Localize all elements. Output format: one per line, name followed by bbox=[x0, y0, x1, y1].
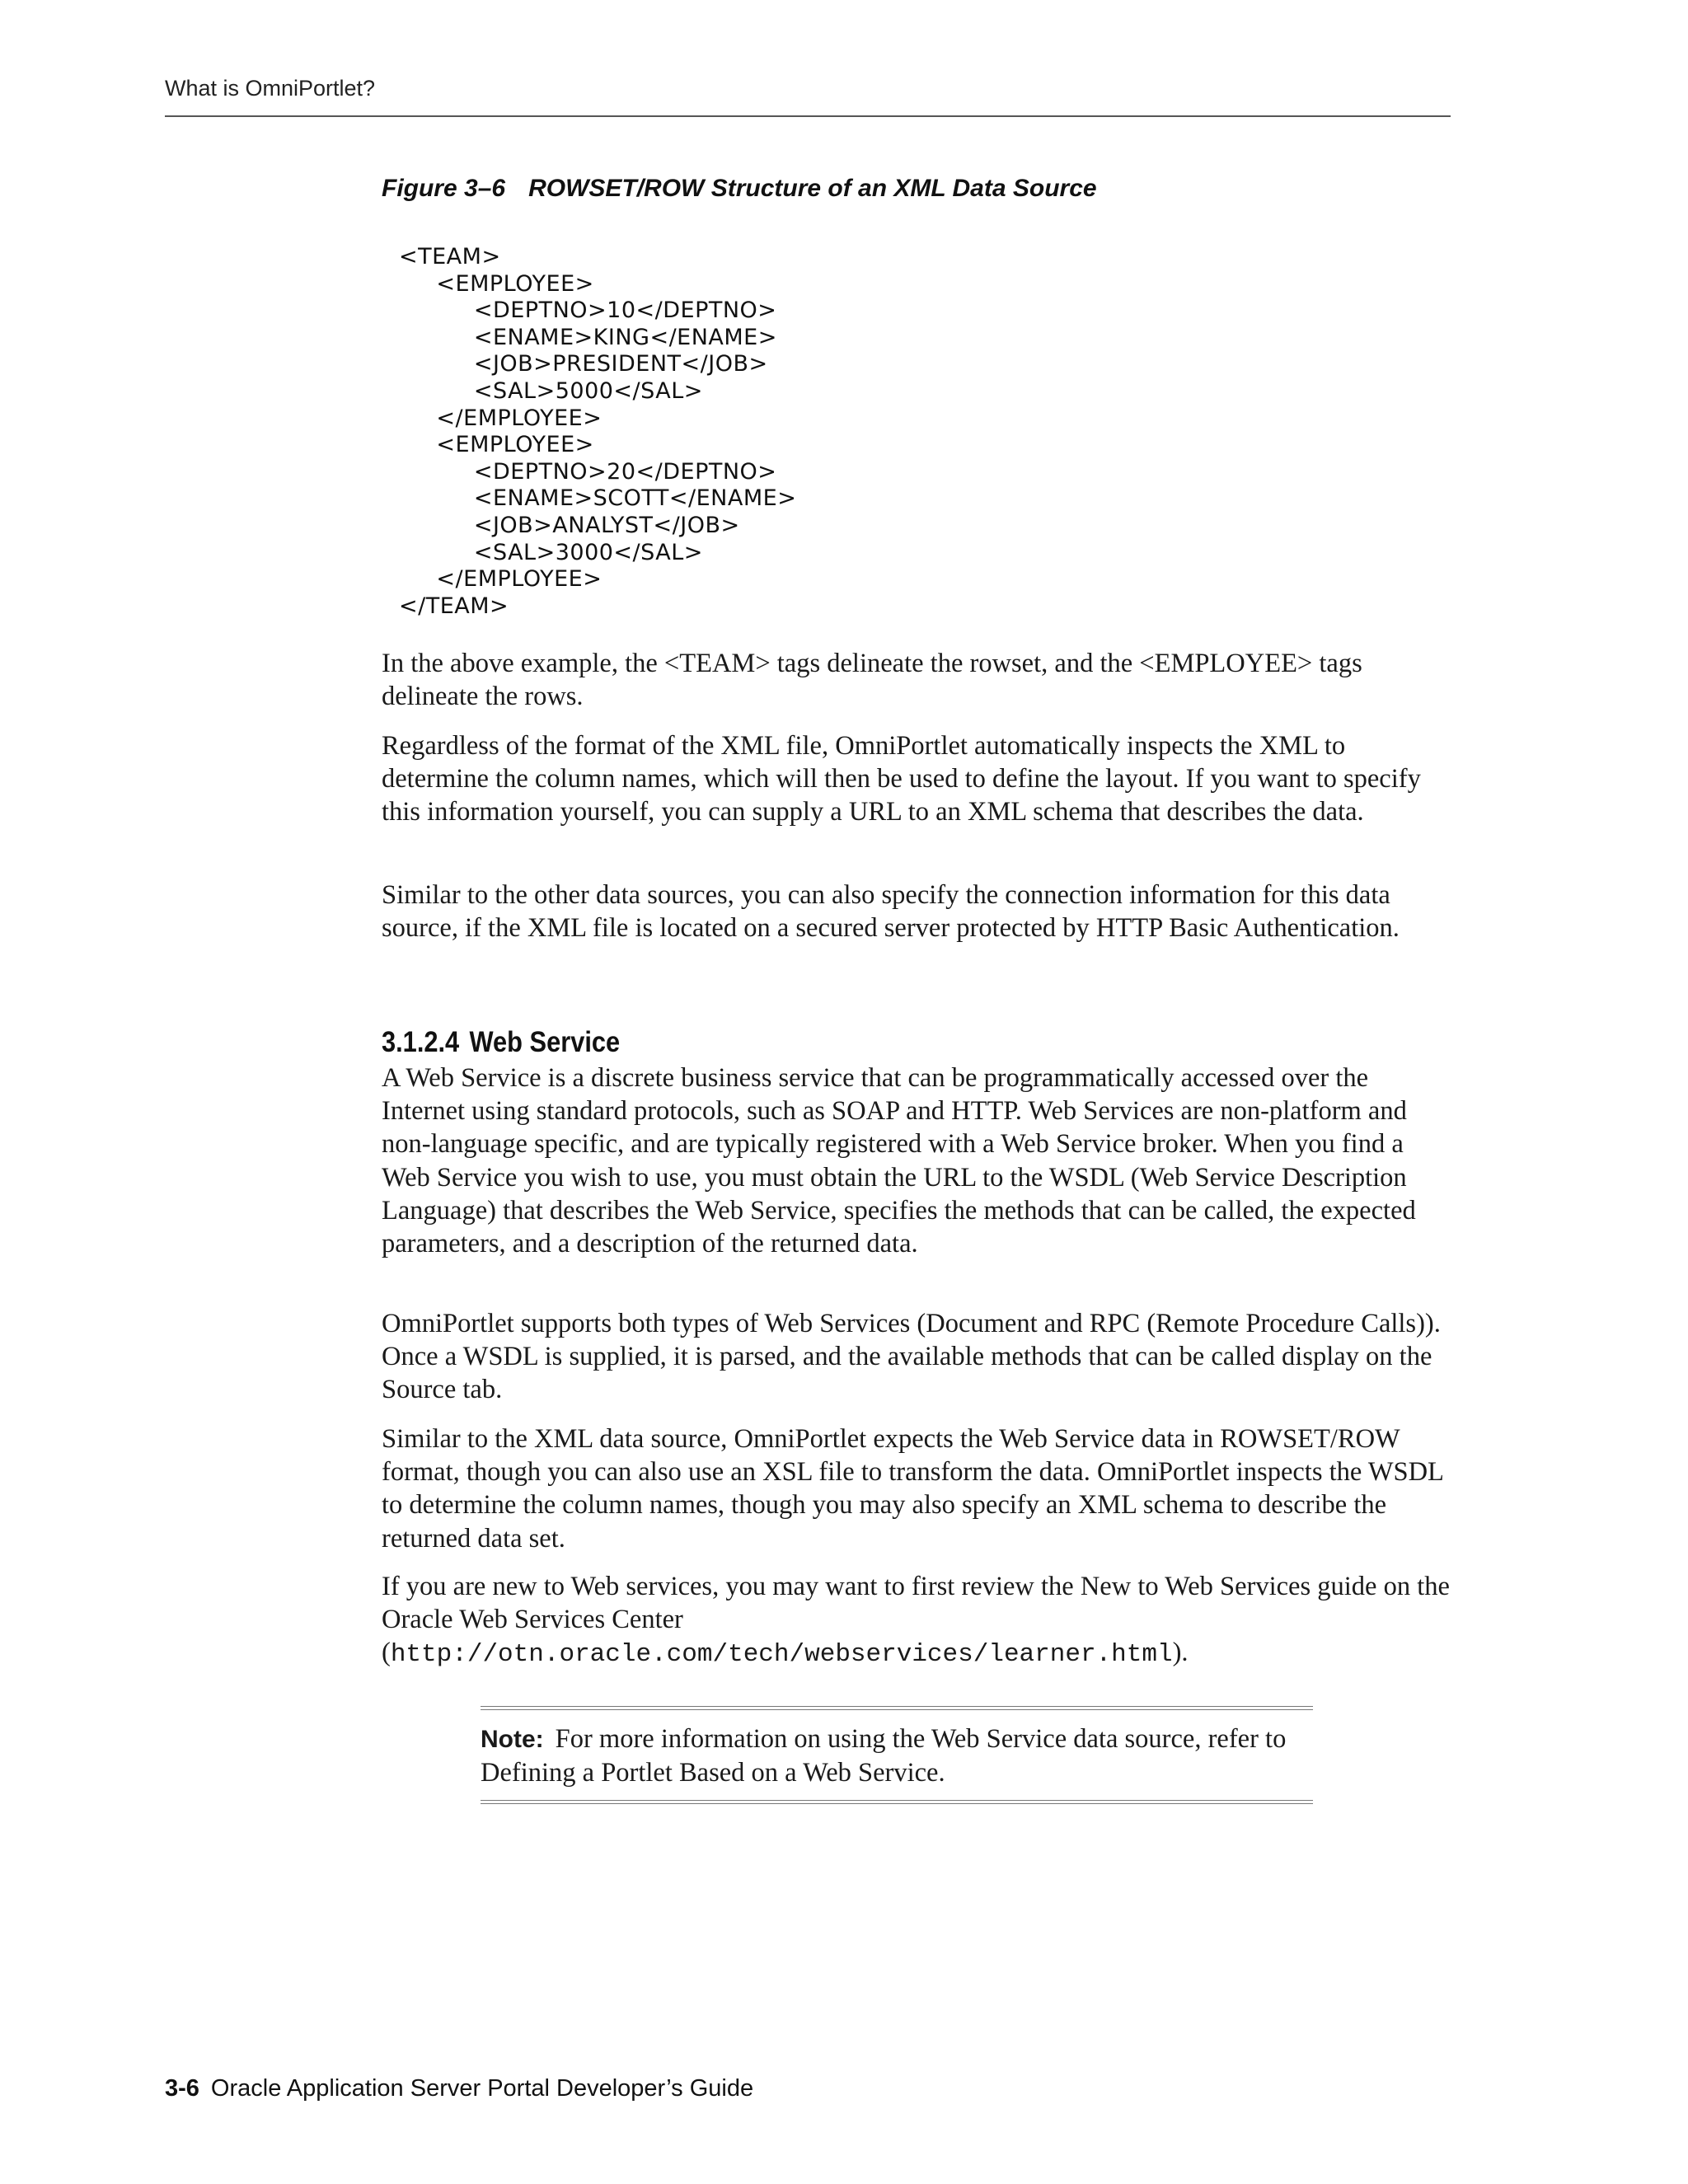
xml-line: <DEPTNO>10</DEPTNO> bbox=[399, 298, 777, 324]
figure-number: Figure 3–6 bbox=[382, 175, 506, 202]
paragraph-rowset-format: Similar to the XML data source, OmniPortlet expects the Web Service data in ROWSET/ROW format, though you can also use an XSL file to transform the data. OmniPortlet inspects the WSDL to determine the column names, though you may also specify an XML schema to describe the returned data set. bbox=[382, 1424, 1443, 1554]
learner-url-link[interactable]: http://otn.oracle.com/tech/webservices/learner.html bbox=[390, 1640, 1173, 1670]
section-heading bbox=[382, 1026, 620, 1059]
paragraph-connection-info: Similar to the other data sources, you can also specify the connection information for this data source, if the XML file is located on a secured server protected by HTTP Basic Authentication. bbox=[382, 880, 1400, 944]
figure-title: ROWSET/ROW Structure of an XML Data Source bbox=[528, 175, 1097, 202]
xml-line: <TEAM> bbox=[399, 244, 501, 269]
xml-line: <SAL>5000</SAL> bbox=[399, 377, 703, 404]
xml-line: <DEPTNO>20</DEPTNO> bbox=[399, 458, 777, 485]
note-text: For more information on using the Web Service data source, refer to Defining a Portlet Based on a Web Service. bbox=[481, 1724, 1287, 1788]
xml-line: <JOB>ANALYST</JOB> bbox=[399, 512, 740, 538]
header-rule bbox=[165, 115, 1451, 117]
paragraph-rowset: In the above example, the <TEAM> tags delineate the rowset, and the <EMPLOYEE> tags delineate the rows. bbox=[382, 649, 1362, 712]
xml-line: <ENAME>SCOTT</ENAME> bbox=[399, 485, 797, 512]
page-footer bbox=[165, 2075, 753, 2102]
paragraph-web-service-definition: A Web Service is a discrete business service that can be programmatically accessed over the Internet using standard protocols, such as SOAP and HTTP. Web Services are non-platform and non-language specific, and are typically registered with a Web Service broker. When you find a Web Service you wish to use, you must obtain the URL to the WSDL (Web Service Description Language) that describes the Web Service, specifies the methods that can be called, the expected parameters, and a description of the returned data. bbox=[382, 1063, 1416, 1259]
xml-line: <SAL>3000</SAL> bbox=[399, 539, 703, 565]
xml-line: </EMPLOYEE> bbox=[399, 566, 603, 593]
section-title: Web Service bbox=[469, 1026, 621, 1058]
xml-line: </TEAM> bbox=[399, 593, 509, 619]
note-top-rule bbox=[481, 1706, 1313, 1710]
book-title: Oracle Application Server Portal Developer’s Guide bbox=[210, 2075, 754, 2102]
paragraph-web-service-types: OmniPortlet supports both types of Web Services (Document and RPC (Remote Procedure Calls)). Once a WSDL is supplied, it is parsed, and the available methods that can be called display on the Source tab. bbox=[382, 1309, 1441, 1405]
section-number: 3.1.2.4 bbox=[382, 1026, 460, 1058]
xml-code-figure bbox=[399, 244, 796, 620]
xml-line: <EMPLOYEE> bbox=[399, 432, 594, 458]
paragraph-column-names: Regardless of the format of the XML file, OmniPortlet automatically inspects the XML to determine the column names, which will then be used to define the layout. If you want to specify this information yourself, you can supply a URL to an XML schema that describes the data. bbox=[382, 731, 1421, 827]
note-box bbox=[481, 1722, 1338, 1789]
xml-line: <EMPLOYEE> bbox=[399, 270, 594, 297]
xml-line: </EMPLOYEE> bbox=[399, 405, 603, 431]
running-header: What is OmniPortlet? bbox=[165, 76, 376, 101]
figure-caption bbox=[382, 175, 1097, 203]
note-label: Note: bbox=[481, 1726, 544, 1753]
paragraph-text: If you are new to Web services, you may want to first review the New to Web Services guide on the Oracle Web Services Center bbox=[382, 1572, 1450, 1635]
page-number: 3-6 bbox=[165, 2075, 199, 2102]
xml-line: <ENAME>KING</ENAME> bbox=[399, 324, 777, 350]
xml-line: <JOB>PRESIDENT</JOB> bbox=[399, 351, 768, 377]
note-bottom-rule bbox=[481, 1800, 1313, 1804]
paragraph-new-to-web-services: If you are new to Web services, you may want to first review the New to Web Services guide on the Oracle Web Services Center (http://otn.oracle.com/tech/webservices/learner.html). bbox=[382, 1572, 1450, 1670]
